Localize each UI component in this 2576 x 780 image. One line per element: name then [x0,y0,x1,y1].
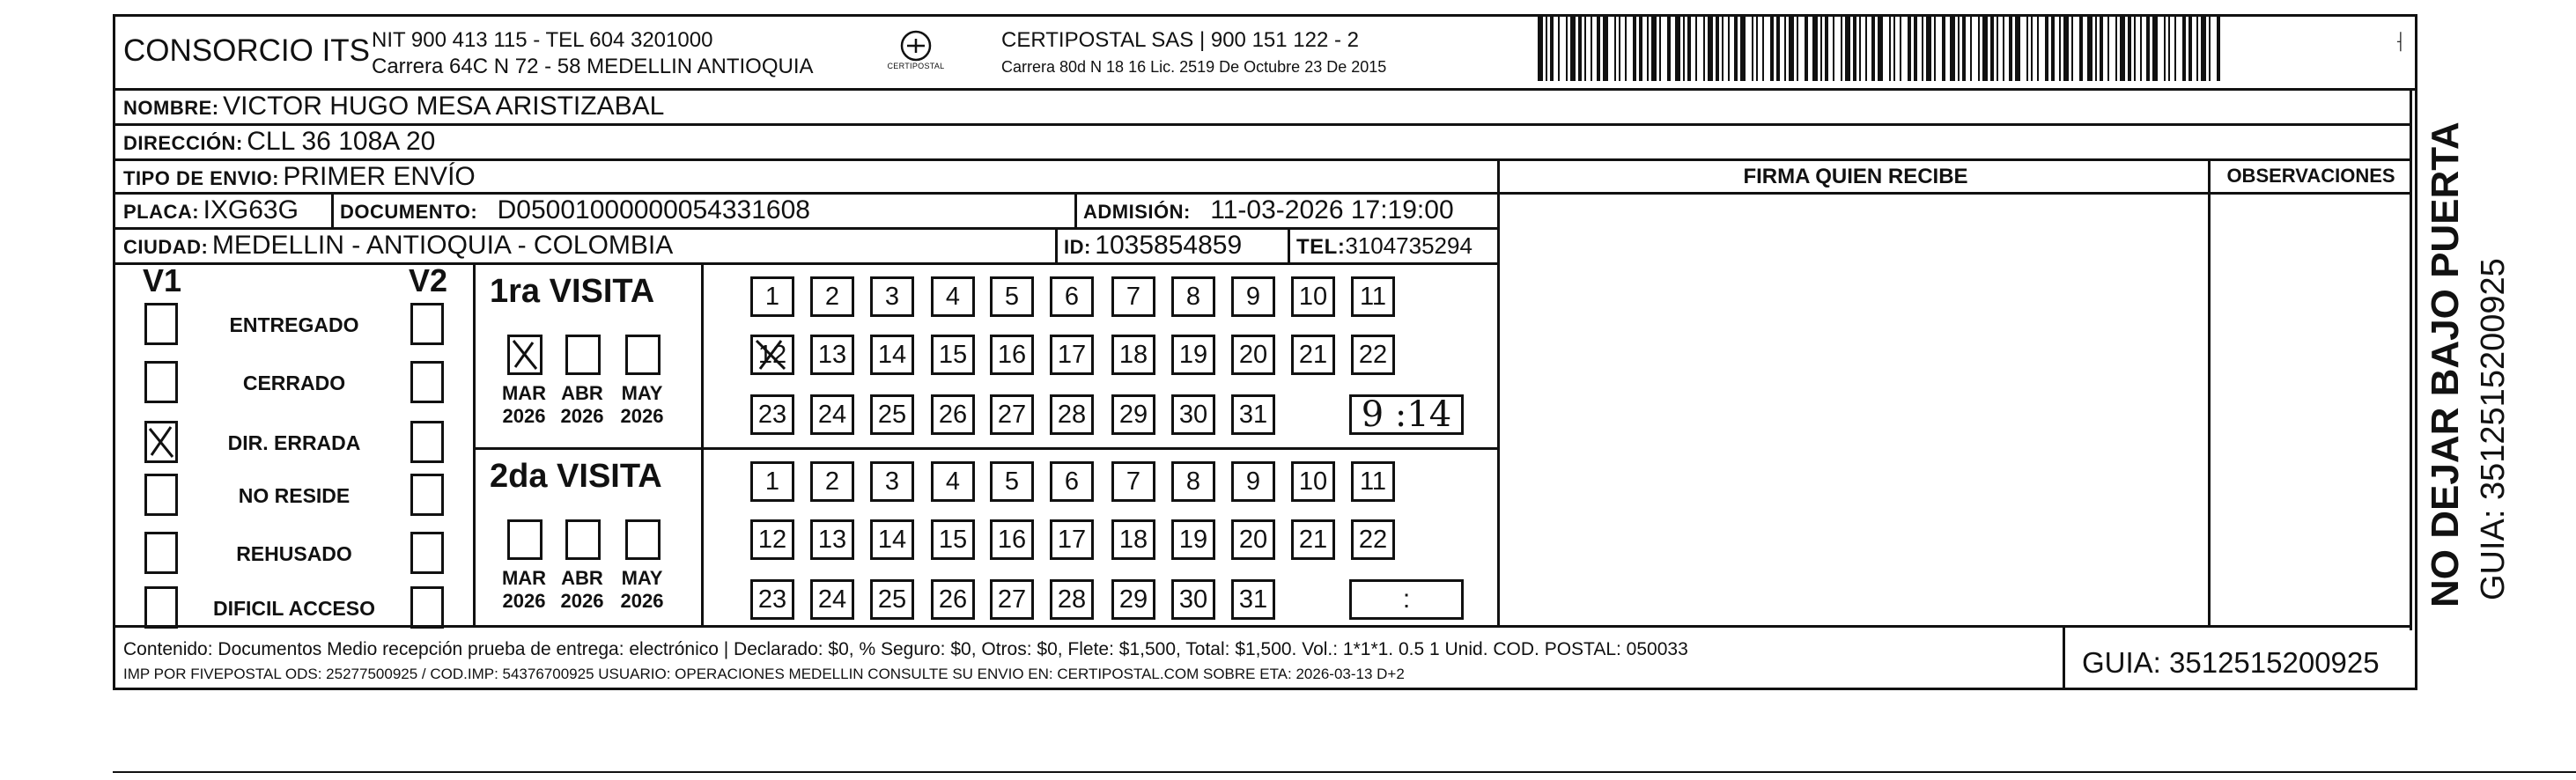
barcode-bar [2196,16,2198,81]
day-box[interactable]: 5 [990,461,1034,502]
id-value: 1035854859 [1095,231,1243,260]
ciudad-field [123,231,673,261]
day-box[interactable]: 15 [931,335,975,375]
day-box[interactable]: 9 [1231,276,1275,317]
barcode-bar [1833,16,1834,81]
row-divider [113,262,1500,265]
column-divider [331,192,334,227]
barcode-bar [1900,16,1901,81]
v2-checkbox[interactable] [410,421,444,463]
nombre-row [123,92,664,121]
v2-header: V2 [409,262,448,298]
barcode-bar [2009,16,2012,81]
x-mark-icon [510,337,540,372]
month-option [551,382,613,428]
barcode-bar [1546,16,1547,81]
barcode-bar [1625,16,1627,81]
barcode-bar [2095,16,2097,81]
month-option [493,567,555,613]
year-label: 2026 [502,590,546,612]
barcode-bar [2045,16,2048,81]
barcode-bar [2134,16,2136,81]
day-box[interactable]: 24 [810,394,854,435]
barcode-bar [1614,16,1616,81]
day-box[interactable]: 16 [990,335,1034,375]
barcode-bar [1762,16,1764,81]
status-label: NO RESIDE [238,484,351,507]
visit-time[interactable]: 9 :14 [1349,394,1464,435]
barcode-bar [2120,16,2125,81]
day-box[interactable]: 8 [1171,461,1215,502]
barcode-bar [1728,16,1730,81]
placa-label: PLACA: [123,201,200,223]
day-box[interactable]: 1 [750,276,794,317]
barcode-bar [1859,16,1861,81]
barcode-bar [1950,16,1955,81]
month-checkbox[interactable] [565,335,601,375]
month-checkbox[interactable] [625,335,661,375]
year-label: 2026 [620,590,664,612]
barcode-bar [2182,16,2186,81]
barcode-bar [1982,16,1988,81]
v2-checkbox[interactable] [410,474,444,516]
direccion-label: DIRECCIÓN: [123,132,243,154]
day-box[interactable]: 3 [870,461,914,502]
month-option [551,567,613,613]
barcode-bar [2107,16,2109,81]
barcode-bar [1805,16,1808,81]
barcode-bar [1997,16,1998,81]
barcode-bar [1970,16,1972,81]
year-label: 2026 [560,590,604,612]
barcode-bar [1591,16,1592,81]
barcode-bar [1871,16,1875,81]
barcode-bar [1633,16,1636,81]
barcode-bar [2051,16,2055,81]
documento-field [340,195,810,225]
month-label: MAR [501,567,547,589]
day-box[interactable]: 11 [1351,461,1395,502]
admision-field [1083,195,1454,225]
month-label: MAY [621,567,663,589]
tipo-row [123,162,476,192]
barcode-bar [2003,16,2004,81]
barcode-bar [1845,16,1850,81]
day-box[interactable]: 13 [810,519,854,560]
status-label: REHUSADO [236,542,352,565]
column-divider [2063,625,2065,690]
day-box[interactable]: 28 [1050,579,1094,620]
barcode-bar [1825,16,1828,81]
placa-field [123,195,299,225]
column-divider [2208,158,2211,625]
tipo-label: TIPO DE ENVIO: [123,167,279,189]
barcode-bar [1853,16,1856,81]
barcode-bar [2071,16,2073,81]
barcode-bar [1639,16,1642,81]
id-label: ID: [1064,236,1091,258]
barcode-bar [1784,16,1786,81]
status-label: DIR. ERRADA [227,431,361,454]
day-box[interactable]: 14 [870,335,914,375]
day-box[interactable]: 6 [1050,461,1094,502]
month-option [493,382,555,428]
column-divider [701,262,704,625]
month-checkbox[interactable] [507,519,543,560]
barcode-bar [1708,16,1713,81]
barcode-bar [1558,16,1560,81]
day-box[interactable]: 27 [990,394,1034,435]
day-box[interactable]: 26 [931,579,975,620]
day-box[interactable]: 4 [931,461,975,502]
barcode-bar [1770,16,1774,81]
barcode-bar [1566,16,1568,81]
nombre-value: VICTOR HUGO MESA ARISTIZABAL [223,92,665,121]
row-divider [113,123,2412,126]
barcode-bar [2152,16,2158,81]
day-box[interactable]: 3 [870,276,914,317]
barcode-bar [2100,16,2103,81]
footer-imp: IMP POR FIVEPOSTAL ODS: 25277500925 / COD.IMP: 54376700925 USUARIO: OPERACIONES MEDELLIN CONSULTE SU ENVIO EN: CERTIPOSTAL.COM SOBRE ETA: 2026-03-13 D+2 [123,666,1405,682]
barcode-bar [2087,16,2093,81]
company-name: CONSORCIO ITS [123,33,371,68]
firma-header: FIRMA QUIEN RECIBE [1743,165,1968,188]
day-box[interactable]: 7 [1111,461,1155,502]
day-box[interactable]: 13 [810,335,854,375]
day-box[interactable]: 24 [810,579,854,620]
day-box[interactable]: 29 [1111,394,1155,435]
barcode-bar [2079,16,2083,81]
barcode-bar [1584,16,1586,81]
day-box[interactable]: 18 [1111,335,1155,375]
day-box[interactable]: 28 [1050,394,1094,435]
barcode-bar [2168,16,2170,81]
barcode-bar [1797,16,1798,81]
barcode-bar [1716,16,1719,81]
footer-content: Contenido: Documentos Medio recepción prueba de entrega: electrónico | Declarado: $0, % Seguro: $0, Otros: $0, Flete: $1,500, Total: $1,500. Vol.: 1*1*1. 0.5 1 Unid. COD. POSTAL: 050033 [123,639,1688,659]
month-option [611,382,673,428]
barcode-bar [1722,16,1723,81]
barcode-bar [1893,16,1895,81]
month-checkbox[interactable] [625,519,661,560]
barcode-bar [2115,16,2117,81]
barcode-bar [2128,16,2131,81]
day-box[interactable]: 19 [1171,335,1215,375]
day-box[interactable]: 18 [1111,519,1155,560]
direccion-row [123,127,435,157]
v1-checkbox[interactable] [144,361,178,403]
v2-checkbox[interactable] [410,361,444,403]
row-divider [113,227,1500,230]
barcode-bar [2031,16,2033,81]
day-box[interactable]: 26 [931,394,975,435]
admision-label: ADMISIÓN: [1083,201,1191,223]
v1-checkbox[interactable] [144,474,178,516]
barcode-bar [1683,16,1685,81]
barcode-bar [2140,16,2142,81]
barcode-bar [1675,16,1680,81]
day-box[interactable]: 20 [1231,335,1275,375]
barcode-bar [1695,16,1697,81]
barcode-bar [1667,16,1671,81]
barcode-bar [1659,16,1661,81]
column-divider [1055,227,1058,262]
barcode [1538,16,2233,81]
documento-value: D05001000000054331608 [497,195,810,224]
month-option [611,567,673,613]
barcode-bar [2026,16,2028,81]
day-box[interactable]: 19 [1171,519,1215,560]
v1-checkbox[interactable] [144,421,178,463]
tipo-value: PRIMER ENVÍO [283,162,476,191]
day-box[interactable]: 12 [750,335,794,375]
day-box[interactable]: 1 [750,461,794,502]
day-box[interactable]: 25 [870,579,914,620]
year-label: 2026 [560,405,604,427]
barcode-bar [2164,16,2166,81]
year-label: 2026 [502,405,546,427]
company-nit: NIT 900 413 115 - TEL 604 3201000 [372,28,713,52]
direccion-value: CLL 36 108A 20 [247,127,436,156]
v2-checkbox[interactable] [410,532,444,574]
row-divider [473,447,1500,450]
barcode-bar [2037,16,2039,81]
barcode-bar [1550,16,1554,81]
v2-checkbox[interactable] [410,586,444,629]
id-field [1064,231,1242,261]
placa-value: IXG63G [203,195,299,224]
barcode-bar [2201,16,2206,81]
day-box[interactable]: 22 [1351,519,1395,560]
day-box[interactable]: 14 [870,519,914,560]
day-box[interactable]: 7 [1111,276,1155,317]
barcode-bar [1926,16,1931,81]
v2-checkbox[interactable] [410,303,444,345]
day-box[interactable]: 30 [1171,394,1215,435]
day-box[interactable]: 16 [990,519,1034,560]
x-mark-icon [753,337,792,372]
day-box[interactable]: 22 [1351,335,1395,375]
footer-guia: GUIA: 3512515200925 [2082,646,2380,679]
barcode-bar [1756,16,1758,81]
barcode-bar [1812,16,1818,81]
barcode-bar [1734,16,1738,81]
barcode-bar [2209,16,2211,81]
v1-checkbox[interactable] [144,303,178,345]
barcode-bar [2063,16,2069,81]
barcode-bar [1878,16,1883,81]
month-label: ABR [561,382,603,404]
barcode-bar [1597,16,1600,81]
barcode-bar [1865,16,1867,81]
year-label: 2026 [620,405,664,427]
day-box[interactable]: 23 [750,579,794,620]
day-box[interactable]: 6 [1050,276,1094,317]
day-box[interactable]: 27 [990,579,1034,620]
day-box[interactable]: 4 [931,276,975,317]
barcode-bar [1820,16,1822,81]
barcode-bar [1889,16,1891,81]
barcode-bar [1789,16,1794,81]
barcode-bar [1776,16,1780,81]
barcode-bar [1740,16,1746,81]
status-label: DIFICIL ACCESO [212,597,375,620]
visit-title: 1ra VISITA [490,273,655,310]
barcode-bar [1647,16,1649,81]
nombre-label: NOMBRE: [123,97,219,119]
barcode-bar [1603,16,1608,81]
carrier-name: CERTIPOSTAL SAS | 900 151 122 - 2 [1001,28,1359,52]
day-box[interactable]: 31 [1231,579,1275,620]
day-box[interactable]: 2 [810,461,854,502]
side-guia: GUIA: 3512515200925 [2475,258,2512,600]
tel-field [1296,232,1473,260]
side-warning: NO DEJAR BAJO PUERTA [2424,121,2467,607]
barcode-bar [1687,16,1691,81]
barcode-bar [1914,16,1917,81]
day-box[interactable]: 9 [1231,461,1275,502]
barcode-bar [1908,16,1911,81]
status-label: ENTREGADO [229,313,359,336]
day-box[interactable]: 23 [750,394,794,435]
row-divider [113,625,2412,628]
v1-checkbox[interactable] [144,586,178,629]
observaciones-header: OBSERVACIONES [2226,165,2395,187]
barcode-bar [1703,16,1705,81]
barcode-bar [1570,16,1576,81]
day-box[interactable]: 12 [750,519,794,560]
barcode-bar [2188,16,2192,81]
day-box[interactable]: 5 [990,276,1034,317]
barcode-bar [1978,16,1980,81]
barcode-bar [2015,16,2020,81]
column-divider [2410,88,2412,630]
corner-mark: ⸡ [2394,29,2405,51]
day-box[interactable]: 8 [1171,276,1215,317]
month-label: MAR [501,382,547,404]
day-box[interactable]: 31 [1231,394,1275,435]
v1-header: V1 [143,262,182,298]
day-box[interactable]: 17 [1050,335,1094,375]
barcode-bar [1841,16,1842,81]
barcode-bar [2174,16,2176,81]
visit-title: 2da VISITA [490,458,662,495]
barcode-bar [2146,16,2150,81]
day-box[interactable]: 17 [1050,519,1094,560]
row-divider [113,192,2412,195]
ciudad-value: MEDELLIN - ANTIOQUIA - COLOMBIA [211,231,674,260]
barcode-bar [1934,16,1936,81]
barcode-bar [1578,16,1582,81]
barcode-bar [1990,16,1994,81]
day-box[interactable]: 20 [1231,519,1275,560]
barcode-bar [1922,16,1923,81]
carrier-address: Carrera 80d N 18 16 Lic. 2519 De Octubre 23 De 2015 [1001,58,1387,76]
status-label: CERRADO [242,372,346,394]
ciudad-label: CIUDAD: [123,236,209,258]
column-divider [1074,192,1077,227]
barcode-bar [1619,16,1620,81]
day-box[interactable]: 10 [1291,276,1335,317]
row-divider [113,158,2412,161]
documento-label: DOCUMENTO: [340,201,478,223]
barcode-bar [1538,16,1543,81]
barcode-bar [1962,16,1966,81]
admision-value: 11-03-2026 17:19:00 [1210,195,1454,224]
column-divider [473,262,476,625]
visit-time[interactable]: : [1349,579,1464,620]
day-box[interactable]: 30 [1171,579,1215,620]
day-box[interactable]: 11 [1351,276,1395,317]
month-checkbox[interactable] [507,335,543,375]
tel-value: 3104735294 [1345,232,1473,259]
barcode-bar [1752,16,1753,81]
barcode-bar [1958,16,1960,81]
barcode-bar [2217,16,2220,81]
day-box[interactable]: 21 [1291,519,1335,560]
month-label: MAY [621,382,663,404]
day-box[interactable]: 15 [931,519,975,560]
day-box[interactable]: 25 [870,394,914,435]
column-divider [1288,227,1290,262]
x-mark-icon [147,423,175,460]
barcode-bar [1942,16,1945,81]
certipostal-logo [887,26,945,77]
row-divider [113,88,2417,91]
barcode-bar [1651,16,1657,81]
day-box[interactable]: 21 [1291,335,1335,375]
page-edge-line [113,771,2576,773]
v1-checkbox[interactable] [144,532,178,574]
month-checkbox[interactable] [565,519,601,560]
tel-label: TEL: [1296,235,1346,259]
day-box[interactable]: 29 [1111,579,1155,620]
day-box[interactable]: 2 [810,276,854,317]
day-box[interactable]: 10 [1291,461,1335,502]
barcode-bar [2059,16,2061,81]
month-label: ABR [561,567,603,589]
logo-text: CERTIPOSTAL [887,62,945,70]
company-address: Carrera 64C N 72 - 58 MEDELLIN ANTIOQUIA [372,55,814,78]
